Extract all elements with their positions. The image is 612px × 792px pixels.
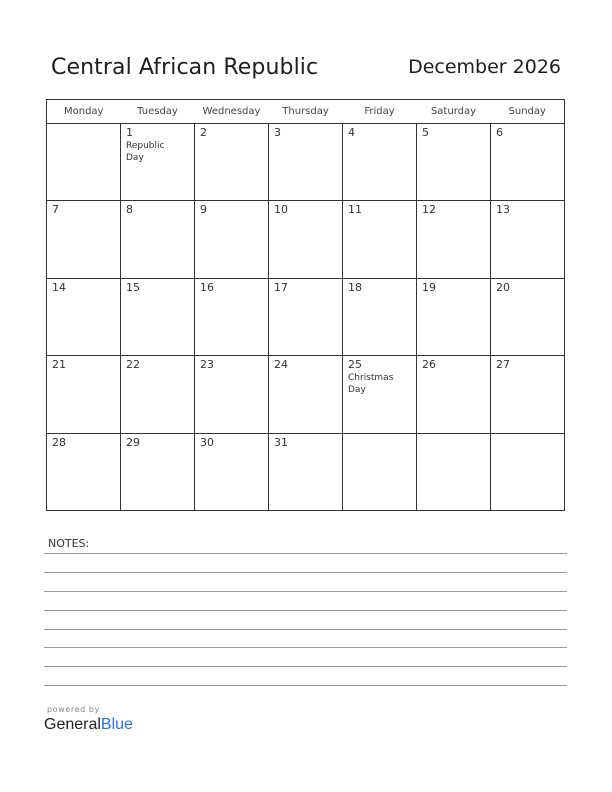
day-number: 24 [274, 358, 288, 372]
day-number: 6 [496, 126, 503, 139]
day-cell [269, 124, 343, 201]
day-cell [417, 356, 491, 433]
weekday-header: Sunday [491, 100, 565, 124]
day-cell [121, 124, 195, 201]
day-cell [47, 433, 121, 510]
day-cell [121, 356, 195, 433]
weekday-header: Thursday [269, 100, 343, 124]
brand-general: General [44, 716, 101, 733]
day-number: 2 [200, 126, 207, 139]
weekday-header: Monday [47, 100, 121, 124]
day-cell [195, 278, 269, 355]
day-number: 19 [422, 280, 436, 294]
day-cell [417, 278, 491, 355]
week-row [47, 278, 565, 355]
day-cell [417, 433, 491, 510]
day-number: 16 [200, 280, 214, 294]
week-row [47, 201, 565, 278]
day-number: 18 [348, 280, 362, 294]
day-cell [343, 124, 417, 201]
day-number: 10 [274, 203, 288, 217]
note-line [44, 553, 567, 554]
day-number: 23 [200, 358, 214, 372]
day-cell [47, 356, 121, 433]
day-number: 25 [348, 358, 362, 372]
day-number: 7 [52, 203, 59, 217]
day-cell [417, 201, 491, 278]
day-number: 8 [126, 203, 133, 217]
day-cell [195, 433, 269, 510]
day-cell [121, 433, 195, 510]
day-number: 15 [126, 280, 140, 294]
day-cell [491, 278, 565, 355]
note-line [44, 666, 567, 667]
note-line [44, 685, 567, 686]
day-cell [47, 278, 121, 355]
day-cell [269, 356, 343, 433]
day-cell [195, 356, 269, 433]
weekday-header: Tuesday [121, 100, 195, 124]
weekday-header-row [47, 100, 565, 124]
calendar-grid [46, 99, 565, 511]
day-cell [269, 278, 343, 355]
note-line [44, 591, 567, 592]
weekday-header: Wednesday [195, 100, 269, 124]
notes-label: NOTES: [48, 537, 90, 550]
day-number: 11 [348, 203, 362, 217]
note-line [44, 629, 567, 630]
day-cell [417, 124, 491, 201]
day-cell [343, 201, 417, 278]
day-cell [121, 278, 195, 355]
day-number: 30 [200, 435, 214, 449]
day-number: 22 [126, 358, 140, 372]
day-number: 27 [496, 358, 510, 372]
day-number: 12 [422, 203, 436, 217]
week-row [47, 433, 565, 510]
day-number: 29 [126, 435, 140, 449]
country-title: Central African Republic [51, 55, 319, 80]
week-row [47, 356, 565, 433]
month-title: December 2026 [408, 56, 561, 78]
day-number: 3 [274, 126, 281, 139]
holiday-label: Christmas Day [348, 373, 394, 396]
day-cell [195, 201, 269, 278]
day-number: 31 [274, 435, 288, 449]
day-cell [121, 201, 195, 278]
day-number: 17 [274, 280, 288, 294]
day-cell [491, 433, 565, 510]
day-cell [269, 433, 343, 510]
week-row [47, 124, 565, 201]
day-cell [47, 124, 121, 201]
day-number: 14 [52, 280, 66, 294]
day-number: 21 [52, 358, 66, 372]
generalblue-logo [44, 716, 133, 734]
note-line [44, 647, 567, 648]
note-line [44, 572, 567, 573]
day-cell [491, 356, 565, 433]
weekday-header: Saturday [417, 100, 491, 124]
day-number: 4 [348, 126, 355, 139]
day-number: 1 [126, 126, 133, 139]
day-number: 9 [200, 203, 207, 217]
day-cell [343, 433, 417, 510]
powered-by-text: powered by [47, 705, 100, 714]
day-number: 5 [422, 126, 429, 139]
holiday-label: Republic Day [126, 141, 165, 163]
day-number: 28 [52, 435, 66, 449]
day-cell [343, 356, 417, 433]
brand-blue: Blue [100, 716, 133, 733]
day-number: 20 [496, 280, 510, 294]
day-number: 13 [496, 203, 510, 217]
day-cell [195, 124, 269, 201]
day-cell [491, 201, 565, 278]
day-cell [269, 201, 343, 278]
day-cell [343, 278, 417, 355]
note-line [44, 610, 567, 611]
day-number: 26 [422, 358, 436, 372]
weekday-header: Friday [343, 100, 417, 124]
day-cell [47, 201, 121, 278]
day-cell [491, 124, 565, 201]
